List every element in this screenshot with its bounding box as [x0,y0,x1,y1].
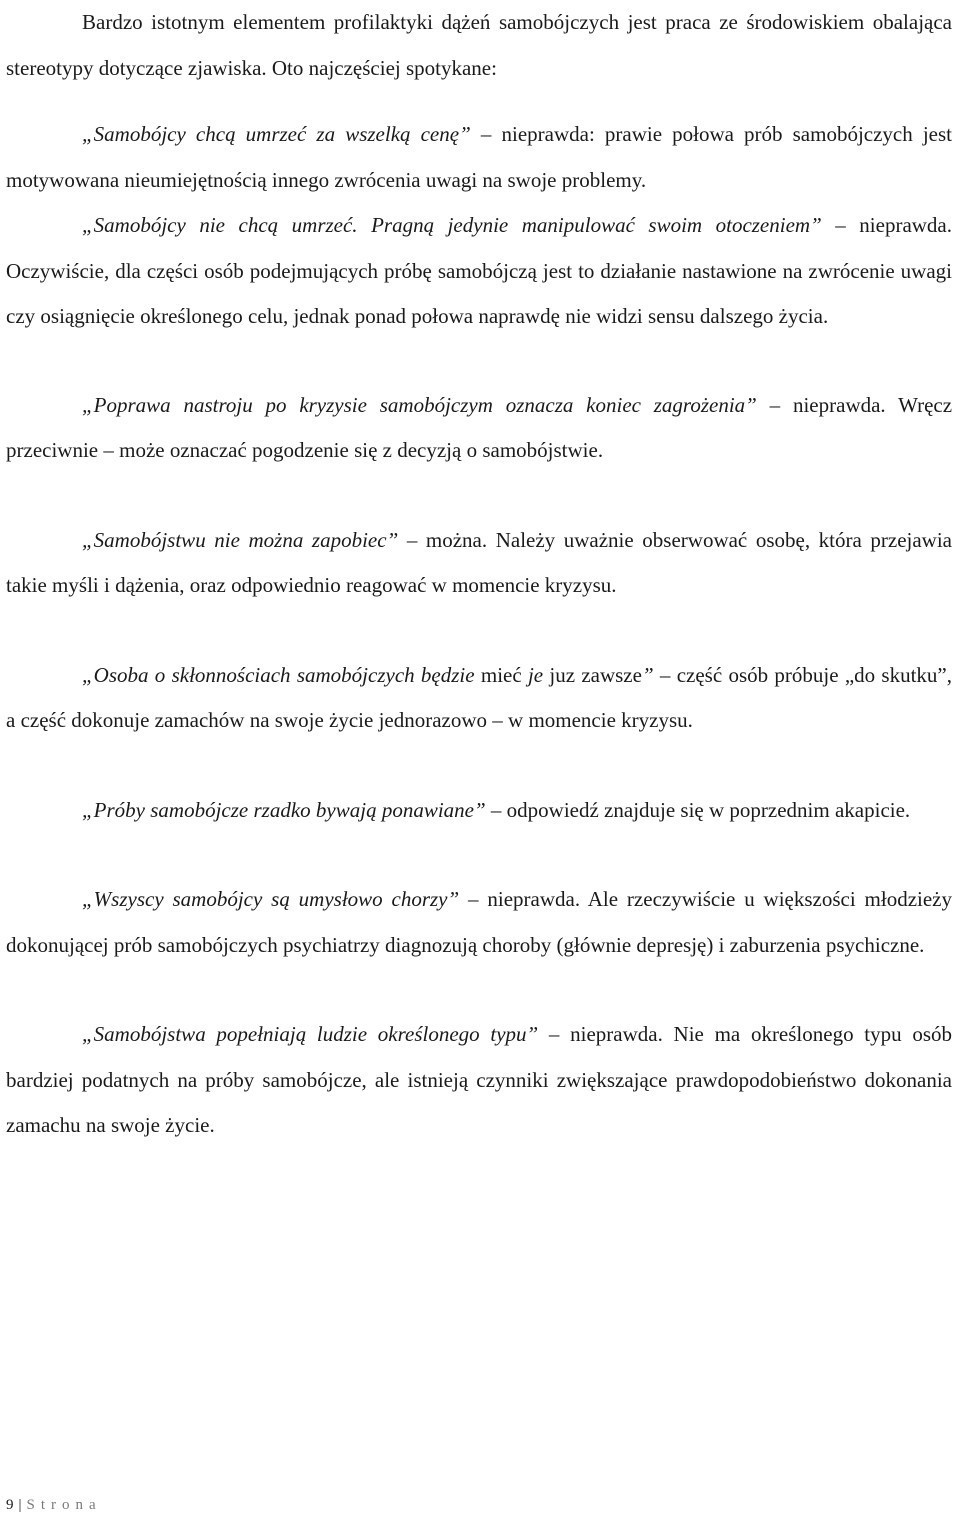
myth-response: nieprawda. Nie ma określonego typu osób bardziej podatnych na próby samobójcze, ale istnieją czynniki zwiększające prawdopodobieństwo dokonania zamachu na swoje życie. [6,1022,953,1137]
page-number: 9 [6,1497,14,1513]
myth-response: część osób próbuje „do skutku”, a część dokonuje zamachów na swoje życie jednorazowo [6,662,952,732]
myth-quote: je [527,662,544,687]
myth-quote: „Próby samobójcze rzadko bywają ponawiane” [82,797,486,822]
dash: – [492,708,503,732]
myth-quote-plain: juz zawsze [549,662,642,687]
myth-response: można. Należy uważnie obserwować osobę, która przejawia takie myśli i dążenia, oraz odpowiednio reagować w momencie kryzysu. [6,527,952,597]
myth-paragraph-7 [6,877,952,968]
myth-paragraph-2 [6,203,952,340]
dash: – [769,392,781,417]
myth-quote-plain: mieć [480,662,522,687]
myth-paragraph-8 [6,1012,952,1149]
myth-quote: „Samobójcy nie chcą umrzeć. Pragną jedynie manipulować swoim otoczeniem” [82,213,822,237]
myth-response-continued: może oznaczać pogodzenie się z decyzją o samobójstwie. [119,438,604,462]
document-page [6,0,952,1149]
myth-response: nieprawda. Ale rzeczywiście u większości młodzieży dokonującej prób samobójczych psychiatrzy diagnozują choroby (głównie depresję) i zaburzenia psychiczne. [6,887,952,957]
intro-paragraph: Bardzo istotnym elementem profilaktyki dążeń samobójczych jest praca ze środowiskiem obalająca stereotypy dotyczące zjawiska. Oto najczęściej spotykane: [6,10,952,80]
myth-response-continued: w momencie kryzysu. [508,708,693,732]
myth-quote: „Osoba o skłonnościach samobójczych będzie [82,662,475,687]
dash: – [480,122,492,146]
myth-quote: „Samobójcy chcą umrzeć za wszelką cenę” [82,122,471,146]
myth-paragraph-1 [6,112,952,203]
myth-paragraph-5 [6,653,952,744]
dash: – [835,213,846,237]
dash: – [468,887,479,911]
page-label: Strona [26,1497,102,1513]
myth-quote: „Samobójstwu nie można zapobiec” [82,527,399,552]
dash: – [548,1022,560,1046]
myth-paragraph-4 [6,518,952,609]
dash: – [490,797,502,822]
footer-separator: | [18,1497,22,1513]
myth-response: nieprawda. Wręcz przeciwnie [6,392,953,462]
myth-response: nieprawda. Oczywiście, dla części osób podejmujących próbę samobójczą jest to działanie nastawione na zwrócenie uwagi czy osiągnięcie określonego celu, jednak ponad połowa naprawdę nie widzi sensu dalszego życia. [6,213,953,328]
myth-paragraph-6 [6,788,952,834]
myth-response: nieprawda: prawie połowa prób samobójczych jest motywowana nieumiejętnością innego zwrócenia uwagi na swoje problemy. [6,122,953,192]
dash: – [103,438,114,462]
myth-quote: „Poprawa nastroju po kryzysie samobójczym oznacza koniec zagrożenia” [82,392,757,417]
dash: – [659,662,671,687]
myth-quote: „Wszyscy samobójcy są umysłowo chorzy” [82,887,460,911]
myth-quote-close: ” [641,662,654,687]
myth-response: odpowiedź znajduje się w poprzednim akapicie. [506,797,911,822]
myth-paragraph-3 [6,383,952,474]
myth-quote: „Samobójstwa popełniają ludzie określonego typu” [82,1022,539,1046]
page-footer [6,1496,102,1514]
dash: – [406,527,418,552]
